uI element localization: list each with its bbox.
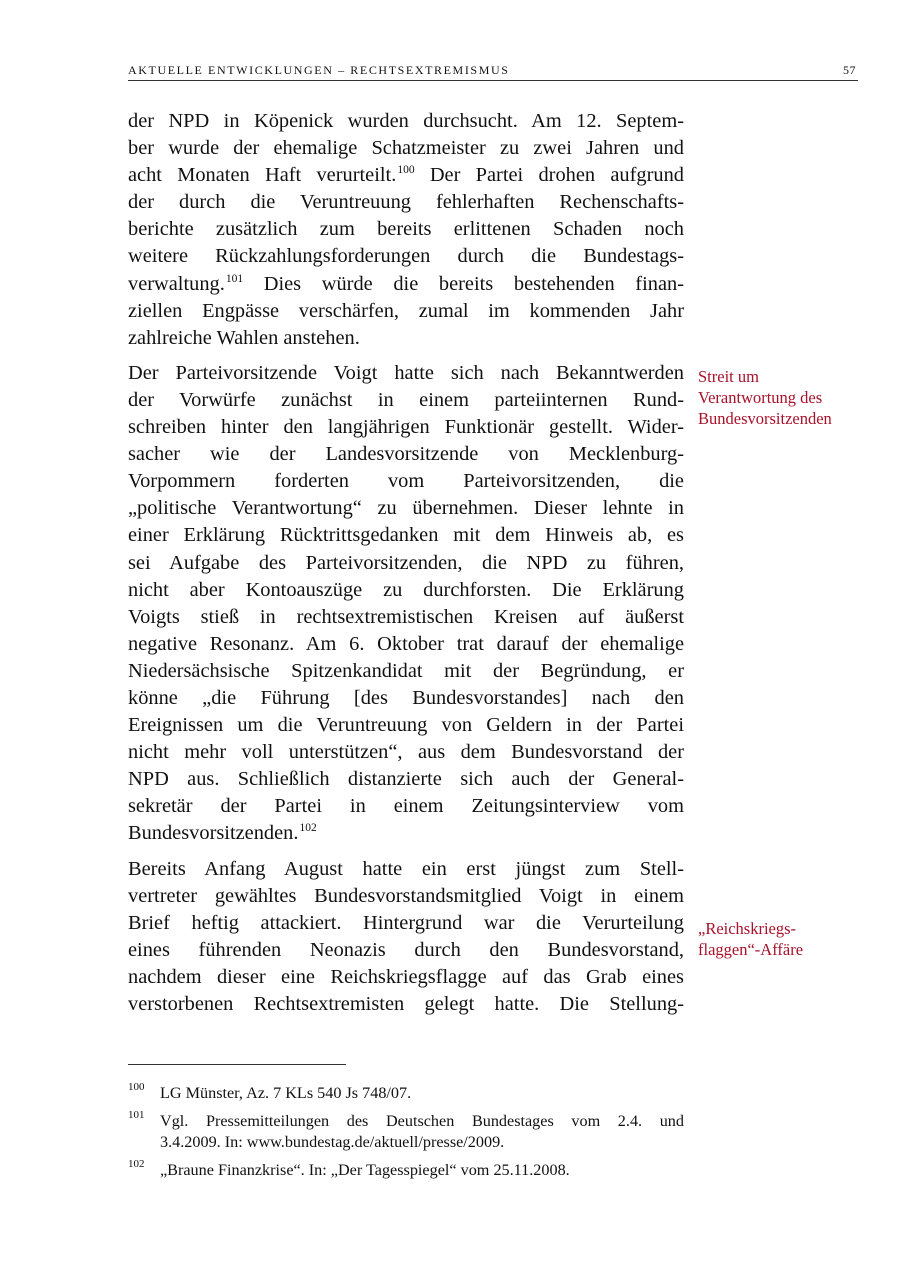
text-line: Vorpommern forderten vom Parteivorsitzenden, die bbox=[128, 470, 684, 493]
footnote-text: 3.4.2009. In: www.bundestag.de/aktuell/presse/2009. bbox=[160, 1133, 505, 1151]
footnote-ref-100: 100 bbox=[397, 164, 415, 177]
margin-note-streit bbox=[698, 366, 868, 429]
text-line: Bereits Anfang August hatte ein erst jüngst zum Stell- bbox=[128, 857, 684, 880]
footnote-separator bbox=[128, 1064, 346, 1065]
text-line: nicht aber Kontoauszüge zu durchforsten. Die Erklärung bbox=[128, 578, 684, 601]
footnote-100 bbox=[128, 1083, 684, 1104]
text-line: Der Parteivorsitzende Voigt hatte sich nach Bekanntwerden bbox=[128, 361, 684, 384]
paragraph-2 bbox=[128, 360, 684, 848]
text-line: der NPD in Köpenick wurden durchsucht. Am 12. Septem- bbox=[128, 110, 684, 132]
margin-note-reichskriegsflaggen bbox=[698, 918, 868, 960]
running-header bbox=[128, 62, 858, 81]
text-line: nachdem dieser eine Reichskriegsflagge auf das Grab eines bbox=[128, 965, 684, 988]
text-line: der Vorwürfe zunächst in einem parteiinternen Rund- bbox=[128, 388, 684, 411]
footnote-number: 100 bbox=[128, 1081, 145, 1093]
text-line: vertreter gewähltes Bundesvorstandsmitglied Voigt in einem bbox=[128, 884, 684, 907]
text-line: Niedersächsische Spitzenkandidat mit der Begründung, er bbox=[128, 659, 684, 682]
footnote-ref-102: 102 bbox=[299, 822, 317, 835]
text-line: acht Monaten Haft verurteilt.$^{100}$ Der Partei drohen aufgrund bbox=[128, 164, 684, 187]
text-line: nicht mehr voll unterstützen“, aus dem Bundesvorstand der bbox=[128, 741, 684, 764]
footnote-ref-101: 101 bbox=[225, 272, 244, 285]
text-line: sacher wie der Landesvorsitzende von Mecklenburg- bbox=[128, 443, 684, 466]
margin-note-line: flaggen“-Affäre bbox=[698, 940, 804, 959]
text-line: sei Aufgabe des Parteivorsitzenden, die NPD zu führen, bbox=[128, 551, 684, 574]
footnote-text: Vgl. Pressemitteilungen des Deutschen Bundestages vom 2.4. und bbox=[160, 1112, 684, 1130]
footnote-text: LG Münster, Az. 7 KLs 540 Js 748/07. bbox=[160, 1084, 412, 1102]
text-line: Voigts stieß in rechtsextremistischen Kreisen auf äußerst bbox=[128, 605, 684, 628]
text-line: verwaltung.$^{101}$ Dies würde die bereits bestehenden finan- bbox=[128, 272, 684, 295]
margin-note-line: Verantwortung des bbox=[698, 388, 823, 407]
text-line: negative Resonanz. Am 6. Oktober trat darauf der ehemalige bbox=[128, 632, 684, 655]
text-line: „politische Verantwortung“ zu übernehmen. Dieser lehnte in bbox=[128, 497, 684, 520]
footnote-101 bbox=[128, 1111, 684, 1153]
text-line: Bundesvorsitzenden.$^{102}$ bbox=[128, 822, 317, 845]
footnote-text: „Braune Finanzkrise“. In: „Der Tagesspiegel“ vom 25.11.2008. bbox=[160, 1161, 570, 1179]
text-line: einer Erklärung Rücktrittsgedanken mit dem Hinweis ab, es bbox=[128, 524, 684, 547]
text-line: weitere Rückzahlungsforderungen durch die Bundestags- bbox=[128, 245, 684, 268]
page-number: 57 bbox=[843, 63, 856, 77]
footnote-number: 102 bbox=[128, 1158, 145, 1170]
text-line: ziellen Engpässe verschärfen, zumal im kommenden Jahr bbox=[128, 299, 684, 322]
text-line: verstorbenen Rechtsextremisten gelegt hatte. Die Stellung- bbox=[128, 993, 684, 1015]
text-line: Brief heftig attackiert. Hintergrund war die Verurteilung bbox=[128, 911, 684, 934]
text-line: der durch die Veruntreuung fehlerhaften Rechenschafts- bbox=[128, 191, 684, 214]
text-line: ber wurde der ehemalige Schatzmeister zu zwei Jahren und bbox=[128, 137, 684, 160]
header-title: AKTUELLE ENTWICKLUNGEN – RECHTSEXTREMISMUS bbox=[128, 63, 510, 77]
text-line: eines führenden Neonazis durch den Bundesvorstand, bbox=[128, 938, 684, 961]
margin-note-line: Bundesvorsitzenden bbox=[698, 409, 832, 428]
paragraph-1 bbox=[128, 108, 684, 352]
footnote-number: 101 bbox=[128, 1109, 145, 1121]
text-line: schreiben hinter den langjährigen Funktionär gestellt. Wider- bbox=[128, 416, 684, 439]
text-line: sekretär der Partei in einem Zeitungsinterview vom bbox=[128, 795, 684, 818]
text-line: berichte zusätzlich zum bereits erlittenen Schaden noch bbox=[128, 218, 684, 241]
text-line: zahlreiche Wahlen anstehen. bbox=[128, 326, 360, 349]
text-line: NPD aus. Schließlich distanzierte sich auch der General- bbox=[128, 768, 684, 791]
text-line: könne „die Führung [des Bundesvorstandes] nach den bbox=[128, 686, 684, 709]
footnote-102 bbox=[128, 1160, 684, 1181]
margin-note-line: „Reichskriegs- bbox=[698, 919, 797, 938]
footnotes bbox=[128, 1083, 684, 1188]
text-line: Ereignissen um die Veruntreuung von Geldern in der Partei bbox=[128, 714, 684, 737]
margin-note-line: Streit um bbox=[698, 367, 759, 386]
main-text bbox=[128, 108, 684, 1026]
paragraph-3 bbox=[128, 856, 684, 1019]
